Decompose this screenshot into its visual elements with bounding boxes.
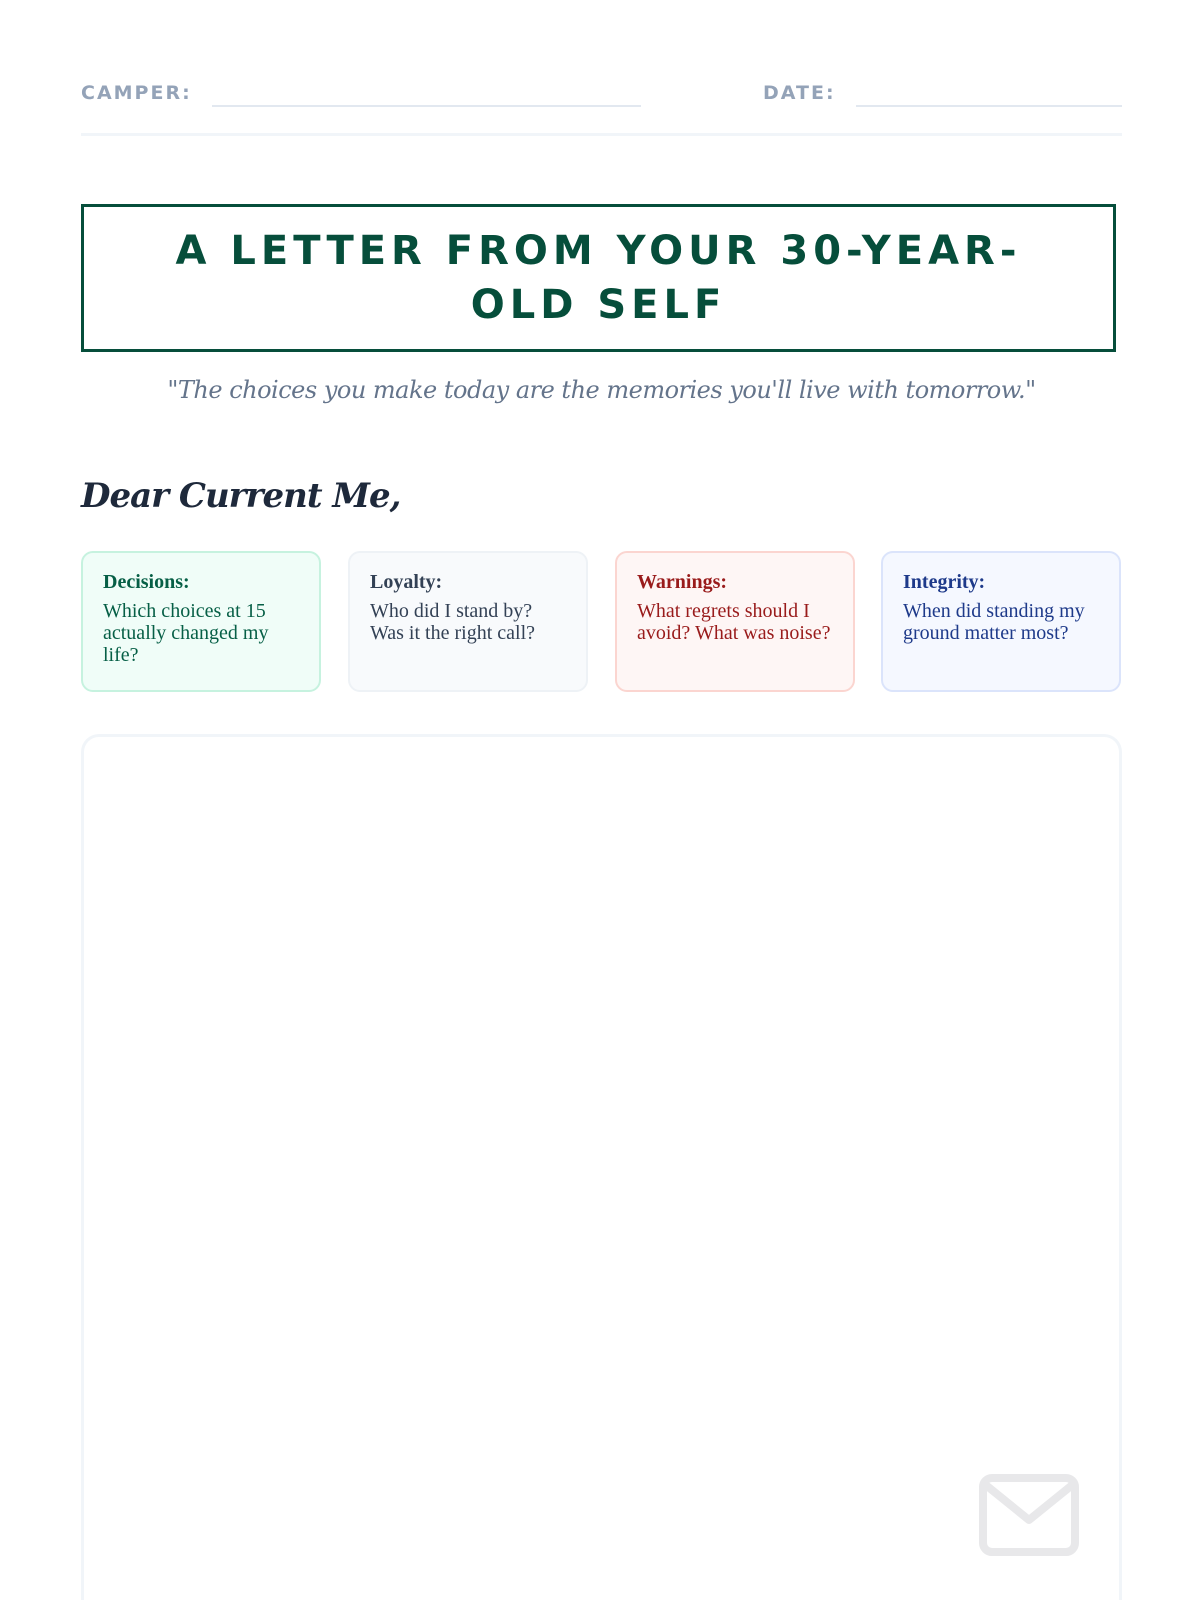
date-field[interactable] bbox=[856, 105, 1122, 107]
prompt-title: Warnings: bbox=[637, 571, 728, 593]
envelope-icon bbox=[979, 1474, 1079, 1556]
prompt-card-warnings bbox=[615, 551, 855, 692]
title-box bbox=[81, 204, 1116, 352]
prompt-title: Decisions: bbox=[103, 571, 190, 593]
page-title: A LETTER FROM YOUR 30-YEAR-OLD SELF bbox=[175, 228, 1022, 328]
prompt-text: Which choices at 15 actually changed my life? bbox=[103, 600, 269, 666]
prompt-text: What regrets should I avoid? What was noise? bbox=[637, 600, 831, 644]
prompt-card-decisions bbox=[81, 551, 321, 692]
date-label: DATE: bbox=[763, 82, 836, 104]
prompt-text: When did standing my ground matter most? bbox=[903, 600, 1085, 644]
quote: "The choices you make today are the memories you'll live with tomorrow." bbox=[167, 376, 1036, 404]
header-divider bbox=[81, 133, 1122, 136]
prompt-card-loyalty bbox=[348, 551, 588, 692]
prompt-text: Who did I stand by? Was it the right call? bbox=[370, 600, 535, 644]
letter-writing-area[interactable] bbox=[81, 734, 1122, 1600]
letter-worksheet bbox=[81, 0, 1122, 1600]
prompt-title: Loyalty: bbox=[370, 571, 443, 593]
prompt-cards bbox=[81, 551, 1122, 692]
prompt-card-integrity bbox=[881, 551, 1121, 692]
camper-label: CAMPER: bbox=[81, 82, 192, 104]
camper-field[interactable] bbox=[212, 105, 641, 107]
prompt-title: Integrity: bbox=[903, 571, 986, 593]
header-fields bbox=[81, 78, 1122, 108]
salutation: Dear Current Me, bbox=[81, 476, 401, 516]
